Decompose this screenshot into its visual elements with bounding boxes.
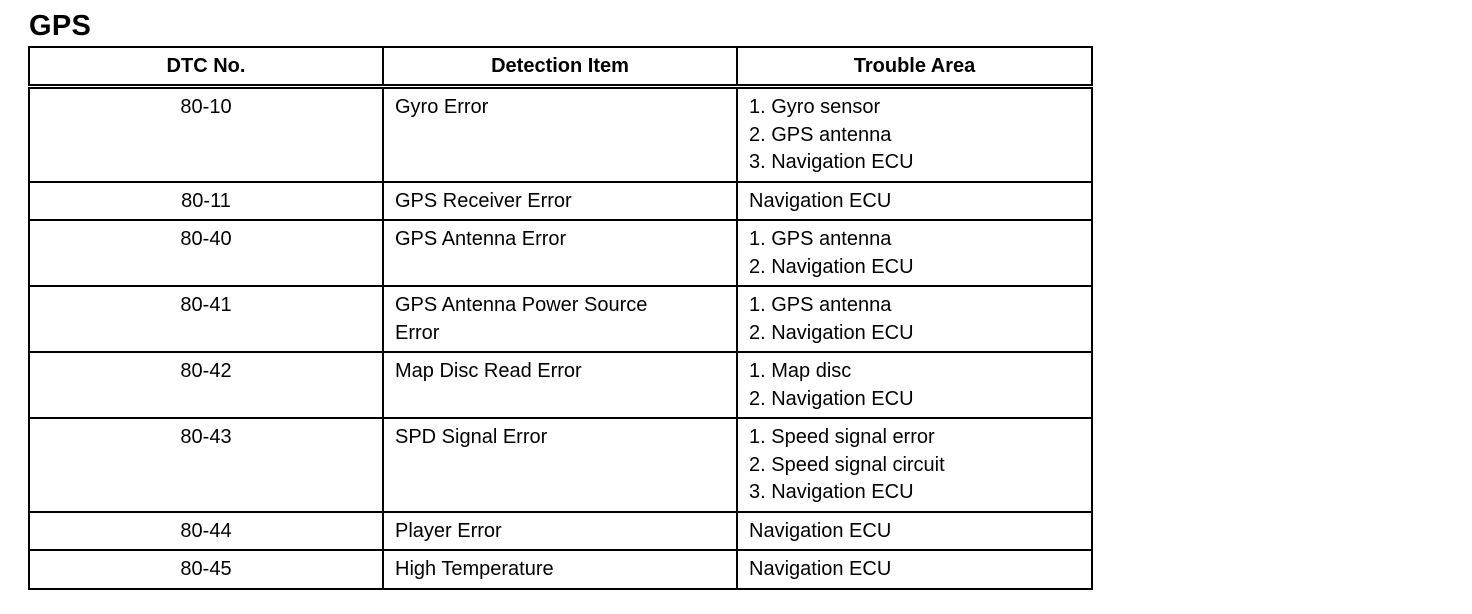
detection-item-text: GPS Antenna Error <box>395 228 567 250</box>
dtc-code-cell: 80-42 <box>29 352 383 418</box>
header-dtc-no: DTC No. <box>29 47 383 87</box>
trouble-area-cell <box>737 512 1092 551</box>
trouble-area-cell <box>737 87 1092 182</box>
trouble-area-text: 1. GPS antenna <box>749 228 892 250</box>
page-title: GPS <box>29 10 92 42</box>
table-row <box>29 352 1092 418</box>
table-row <box>29 512 1092 551</box>
table-header-row <box>29 47 1092 87</box>
dtc-code-cell: 80-43 <box>29 418 383 512</box>
detection-item-text: GPS Receiver Error <box>395 189 572 212</box>
trouble-area-text: 2. Navigation ECU <box>749 321 914 344</box>
detection-item-cell <box>383 512 737 551</box>
table-row <box>29 286 1092 352</box>
detection-item-text: Map Disc Read Error <box>395 360 582 382</box>
detection-item-text: Player Error <box>395 519 502 542</box>
table-row <box>29 182 1092 221</box>
dtc-code-cell: 80-40 <box>29 220 383 286</box>
dtc-code-cell: 80-11 <box>29 182 383 221</box>
header-trouble-area: Trouble Area <box>737 47 1092 87</box>
trouble-area-text: Navigation ECU <box>749 519 892 542</box>
trouble-area-text: 1. Speed signal error <box>749 426 935 448</box>
table-row <box>29 220 1092 286</box>
dtc-code-cell: 80-41 <box>29 286 383 352</box>
table-header <box>29 47 1092 87</box>
table-row <box>29 418 1092 512</box>
detection-item-cell <box>383 418 737 512</box>
trouble-area-text: 3. Navigation ECU <box>749 151 914 173</box>
detection-item-text: Error <box>395 321 440 344</box>
detection-item-text: Gyro Error <box>395 96 489 118</box>
trouble-area-text: Navigation ECU <box>749 189 892 212</box>
dtc-code-cell: 80-44 <box>29 512 383 551</box>
trouble-area-cell <box>737 182 1092 221</box>
trouble-area-cell <box>737 352 1092 418</box>
table-row <box>29 550 1092 589</box>
dtc-code-cell: 80-45 <box>29 550 383 589</box>
trouble-area-text: 1. GPS antenna <box>749 294 892 316</box>
trouble-area-text: Navigation ECU <box>749 558 892 580</box>
detection-item-cell <box>383 286 737 352</box>
dtc-code-cell: 80-10 <box>29 87 383 182</box>
header-detection-item: Detection Item <box>383 47 737 87</box>
table-row <box>29 87 1092 182</box>
dtc-table <box>28 46 1093 590</box>
trouble-area-text: 2. Speed signal circuit <box>749 453 945 476</box>
trouble-area-cell <box>737 220 1092 286</box>
detection-item-text: GPS Antenna Power Source <box>395 294 648 316</box>
detection-item-text: SPD Signal Error <box>395 426 548 448</box>
trouble-area-cell <box>737 550 1092 589</box>
detection-item-cell <box>383 352 737 418</box>
detection-item-cell <box>383 182 737 221</box>
detection-item-text: High Temperature <box>395 558 554 580</box>
trouble-area-cell <box>737 418 1092 512</box>
trouble-area-cell <box>737 286 1092 352</box>
table-body <box>29 87 1092 589</box>
detection-item-cell <box>383 220 737 286</box>
trouble-area-text: 2. GPS antenna <box>749 123 892 146</box>
trouble-area-text: 1. Gyro sensor <box>749 96 881 118</box>
trouble-area-text: 2. Navigation ECU <box>749 387 914 410</box>
trouble-area-text: 1. Map disc <box>749 360 852 382</box>
detection-item-cell <box>383 87 737 182</box>
trouble-area-text: 3. Navigation ECU <box>749 481 914 503</box>
detection-item-cell <box>383 550 737 589</box>
trouble-area-text: 2. Navigation ECU <box>749 255 914 278</box>
